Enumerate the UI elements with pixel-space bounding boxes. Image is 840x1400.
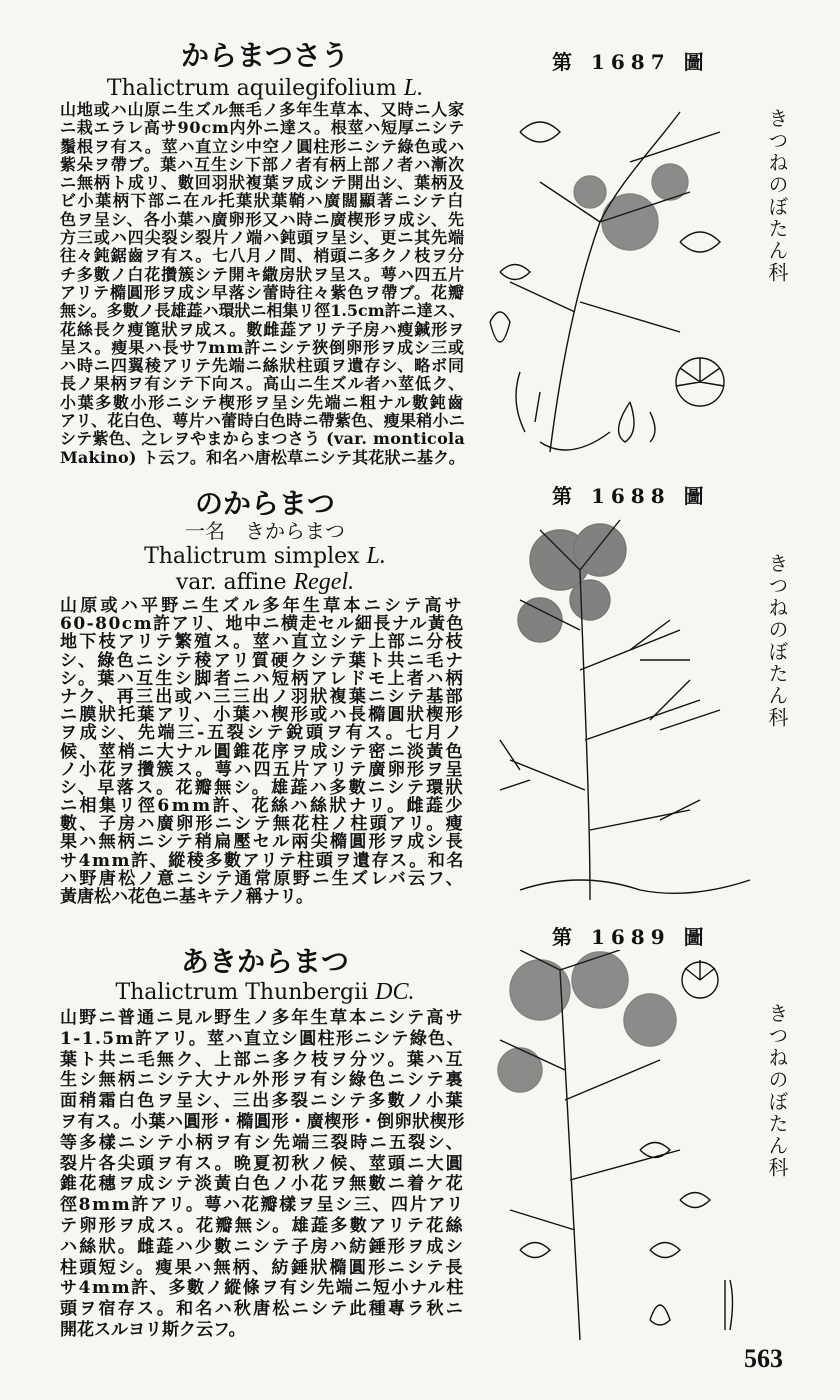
species-variety (60, 570, 470, 594)
description-line: 頭ヲ宿存ス。和名ハ秋唐松ニシテ此種專ラ秋ニ (60, 1299, 465, 1320)
description-line: 果ハ無柄ニシテ稍扁壓セル兩尖橢圓形ヲ成シ長 (60, 832, 465, 853)
description-line: チ多數ノ白花攢簇シテ開キ繖房狀ヲ呈ス。萼ハ四五片 (60, 264, 465, 284)
description-line: 黃唐松ハ花色ニ基キテノ稱ナリ。 (60, 887, 313, 907)
description-line: ニ膜狀托葉アリ、小葉ハ楔形或ハ長橢圓狀楔形 (60, 705, 465, 726)
description-line: サ4mm許、多數ノ縱條ヲ有シ先端ニ短小ナル柱 (60, 1278, 465, 1299)
description-line: 山地或ハ山原ニ生ズル無毛ノ多年生草本、又時ニ人家 (60, 100, 465, 119)
description-line: 60-80cm許アリ、地中ニ横走セル細長ナル黃色 (60, 614, 465, 635)
description-line: 徑8mm許アリ。萼ハ花瓣樣ヲ呈シ三、四片アリ (60, 1195, 465, 1216)
description-line: ナク、再三出或ハ三三出ノ羽狀複葉ニシテ基部 (60, 686, 465, 707)
description-line: Makino) ト云フ。和名ハ唐松草ニシテ其花狀ニ基ク。 (60, 447, 465, 467)
variety-name: var. affine (175, 570, 287, 595)
description-line: 等多樣ニシテ小柄ヲ有シ先端三裂時ニ五裂シ、 (60, 1132, 465, 1153)
description-line: アリテ橢圓形ヲ成シ早落シ蕾時往々紫色ヲ帶ブ。花瓣 (60, 282, 465, 302)
plant-illustration-1687 (480, 72, 755, 462)
latin-binomial: Thalictrum Thunbergii (115, 980, 369, 1005)
species-latin-name (60, 76, 470, 100)
description-line: 面稍霜白色ヲ呈シ、三出多裂ニシテ多數ノ小葉 (60, 1091, 465, 1112)
description-line: 錐花穗ヲ成シテ淡黃白色ノ小花ヲ無數ニ着ケ花 (60, 1174, 465, 1195)
variety-author: Regel. (293, 569, 355, 595)
figure-label-1687: 第 1687 圖 (552, 50, 710, 74)
description-line: ハ絲狀。雌蕋ハ少數ニシテ子房ハ紡錘形ヲ成シ (60, 1236, 465, 1257)
description-line: 開花スルヨリ斯ク云フ。 (60, 1319, 246, 1340)
species-japanese-name: のからまつ (194, 487, 335, 520)
description-line: 往々鈍鋸齒ヲ有ス。七八月ノ間、梢頭ニ多クノ枝ヲ分 (60, 246, 465, 266)
species-description (60, 1008, 470, 1341)
species-alias: 一名 きからまつ (185, 519, 345, 543)
description-line: シテ紫色、之レヲやまからまつさう (var. monticola (60, 429, 465, 449)
description-line: 紫朵ヲ帶ブ。葉ハ互生シ下部ノ者有柄上部ノ者ハ漸次 (60, 154, 465, 174)
description-line: 無シ。多數ノ長雄蕋ハ環狀ニ相集リ徑1.5cm許ニ達ス、 (60, 301, 465, 321)
description-line: 山原或ハ平野ニ生ズル多年生草本ニシテ高サ (60, 596, 465, 616)
description-line: サ4mm許、縱稜多數アリテ柱頭ヲ遺存ス。和名 (60, 850, 465, 871)
latin-author: L. (403, 75, 424, 101)
page-number: 563 (744, 1344, 783, 1373)
family-label: きつねのぼたん科 (765, 1003, 789, 1179)
description-line: 鬚根ヲ有ス。莖ハ直立シ中空ノ圓柱形ニシテ綠色或ハ (60, 136, 465, 156)
description-line: 方三或ハ四尖裂シ裂片ノ端ハ鈍頭ヲ呈シ、更ニ其先端 (60, 228, 465, 248)
description-line: ハ時ニ四翼稜アリテ先端ニ絲狀柱頭ヲ遺存シ、略ボ同 (60, 356, 465, 376)
species-latin-name (60, 980, 470, 1004)
description-line: 小葉多數小形ニシテ楔形ヲ呈シ先端ニ粗ナル數鈍齒 (60, 392, 465, 412)
description-line: 長ノ果柄ヲ有シテ下向ス。高山ニ生ズル者ハ莖低ク、 (60, 374, 465, 394)
description-line: 色ヲ呈シ、各小葉ハ廣卵形又ハ時ニ廣楔形ヲ成シ、先 (60, 209, 465, 229)
description-line: 花絲長ク瘦篦狀ヲ成ス。數雌蕋アリテ子房ハ瘦鍼形ヲ (60, 319, 465, 339)
description-line: ヲ成シ、先端三-五裂シテ銳頭ヲ有ス。七月ノ (60, 723, 465, 744)
latin-author: L. (366, 543, 386, 569)
description-line: ハ野唐松ノ意ニシテ通常原野ニ生ズレバ云フ、 (60, 868, 465, 889)
family-label: きつねのぼたん科 (765, 108, 789, 284)
species-latin-name (60, 544, 470, 568)
latin-binomial: Thalictrum aquilegifolium (106, 76, 397, 101)
description-line: 1-1.5m許アリ。莖ハ直立シ圓柱形ニシテ綠色、 (60, 1028, 465, 1049)
description-line: 生シ無柄ニシテ大ナル外形ヲ有シ綠色ニシテ裏 (60, 1070, 465, 1091)
species-japanese-name: あきからまつ (180, 945, 349, 978)
family-label: きつねのぼたん科 (765, 553, 789, 729)
description-line: ニ栽エラレ高サ90cm内外ニ達ス。根莖ハ短厚ニシテ (60, 118, 465, 138)
description-line: ニ無柄ト成リ、數回羽狀複葉ヲ成シテ開出シ、葉柄及 (60, 173, 465, 193)
description-line: テ卵形ヲ成ス。花瓣無シ。雄蕋多數アリテ花絲 (60, 1215, 465, 1236)
plant-illustration-1689 (480, 950, 760, 1340)
description-line: アリ、花白色、萼片ハ蕾時白色時ニ帶紫色、瘦果稍小ニ (60, 411, 465, 431)
species-description (60, 101, 470, 467)
description-line: 裂片各尖頭ヲ有ス。晩夏初秋ノ候、莖頭ニ大圓 (60, 1153, 465, 1174)
description-line: シ、綠色ニシテ稜アリ質硬クシテ葉ト共ニ毛ナ (60, 650, 465, 671)
latin-author: DC. (375, 979, 415, 1005)
latin-binomial: Thalictrum simplex (144, 544, 360, 569)
description-line: 數、子房ハ廣卵形ニシテ無花柱ノ柱頭アリ。瘦 (60, 814, 465, 835)
species-description (60, 597, 470, 906)
species-japanese-name: からまつさう (180, 39, 349, 72)
description-line: ヲ有ス。小葉ハ圓形・橢圓形・廣楔形・倒卵狀楔形 (60, 1111, 465, 1132)
plant-illustration-1688 (480, 510, 760, 905)
description-line: 葉ト共ニ毛無ク、上部ニ多ク枝ヲ分ツ。葉ハ互 (60, 1049, 465, 1070)
figure-label-1688: 第 1688 圖 (552, 484, 710, 508)
description-line: ニ相集リ徑6mm許、花絲ハ絲狀ナリ。雌蕋少 (60, 796, 465, 817)
description-line: 地下枝アリテ繁殖ス。莖ハ直立シテ上部ニ分枝 (60, 632, 465, 653)
description-line: ノ小花ヲ攢簇ス。萼ハ四五片アリテ廣卵形ヲ呈 (60, 759, 465, 780)
description-line: 柱頭短シ。瘦果ハ無柄、紡錘狀橢圓形ニシテ長 (60, 1257, 465, 1278)
figure-label-1689: 第 1689 圖 (552, 925, 710, 949)
description-line: シ、早落ス。花瓣無シ。雄蕋ハ多數ニシテ環狀 (60, 777, 465, 798)
description-line: シ。葉ハ互生シ脚者ニハ短柄アレドモ上者ハ柄 (60, 668, 465, 689)
description-line: ビ小葉柄下部ニ在ル托葉狀葉鞘ハ廣闊顯著ニシテ白 (60, 191, 465, 211)
description-line: 山野ニ普通ニ見ル野生ノ多年生草本ニシテ高サ (60, 1008, 465, 1028)
description-line: 呈ス。瘦果ハ長サ7mm許ニシテ狹倒卵形ヲ成シ三或 (60, 337, 465, 357)
description-line: 候、莖梢ニ大ナル圓錐花序ヲ成シテ密ニ淡黃色 (60, 741, 465, 762)
